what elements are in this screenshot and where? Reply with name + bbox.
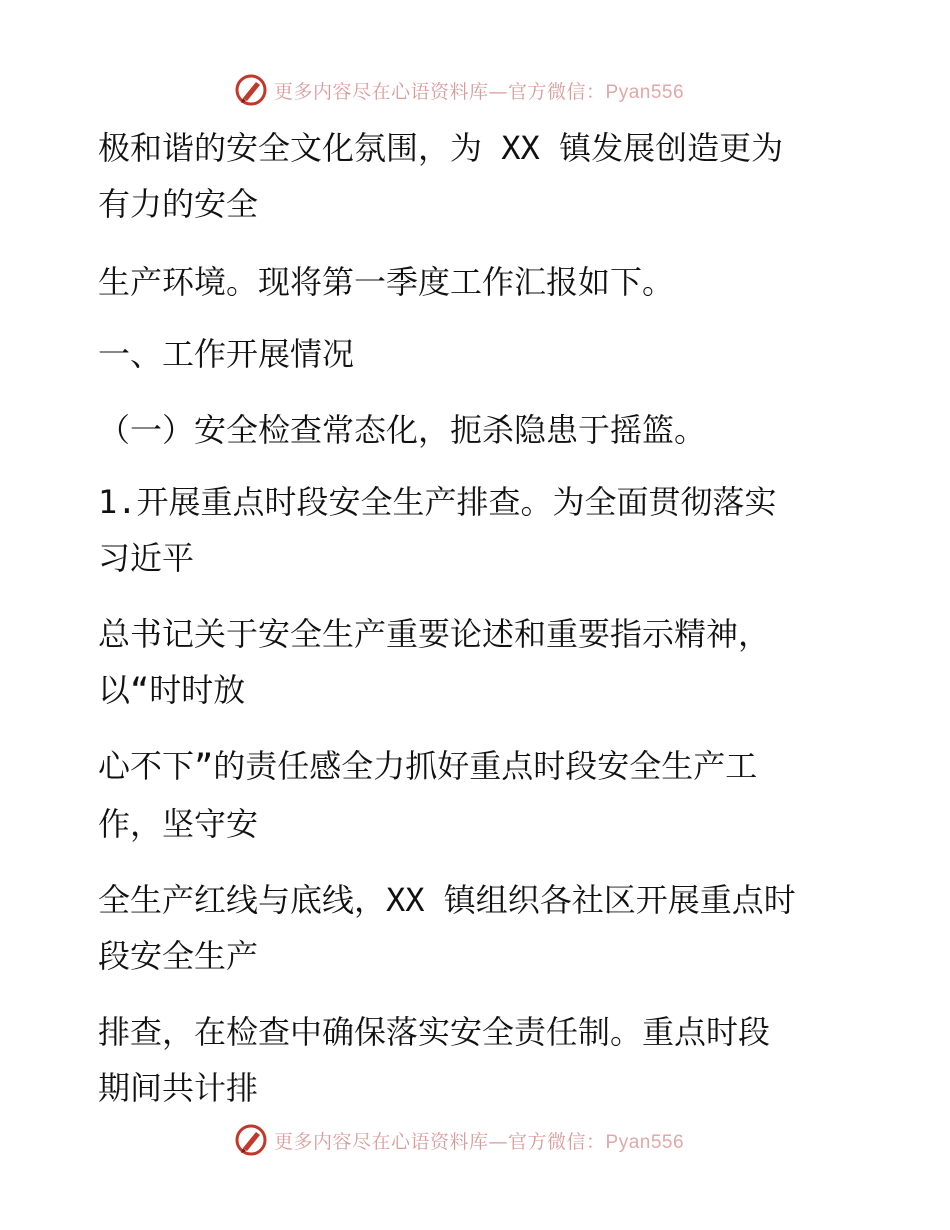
watermark-label: 更多内容尽在心语资料库—官方微信：	[274, 80, 606, 103]
watermark-header	[234, 70, 684, 110]
body-line: 段安全生产	[98, 937, 259, 975]
watermark-text	[274, 77, 684, 104]
watermark-id: Pyan556	[605, 1131, 685, 1153]
body-line: 有力的安全	[98, 185, 259, 223]
body-line: 期间共计排	[98, 1069, 259, 1107]
body-line: 作，坚守安	[98, 805, 259, 843]
subsection-heading: （一）安全检查常态化，扼杀隐患于摇篮。	[98, 411, 707, 449]
watermark-id: Pyan556	[605, 81, 685, 103]
section-heading: 一、工作开展情况	[98, 335, 355, 373]
body-line: 1.开展重点时段安全生产排查。为全面贯彻落实	[98, 483, 777, 521]
body-line: 心不下”的责任感全力抓好重点时段安全生产工	[98, 747, 758, 785]
body-line: 极和谐的安全文化氛围，为 XX 镇发展创造更为	[98, 129, 784, 167]
body-line: 生产环境。现将第一季度工作汇报如下。	[98, 263, 675, 301]
body-line: 排查，在检查中确保落实安全责任制。重点时段	[98, 1013, 771, 1051]
body-line: 全生产红线与底线，XX 镇组织各社区开展重点时	[98, 881, 796, 919]
watermark-text	[274, 1127, 684, 1154]
body-line: 习近平	[98, 539, 195, 577]
pen-logo-icon	[234, 1123, 268, 1157]
body-line: 以“时时放	[98, 671, 246, 709]
pen-logo-icon	[234, 73, 268, 107]
watermark-footer	[234, 1120, 684, 1160]
body-line: 总书记关于安全生产重要论述和重要指示精神，	[98, 615, 771, 653]
watermark-label: 更多内容尽在心语资料库—官方微信：	[274, 1130, 606, 1153]
